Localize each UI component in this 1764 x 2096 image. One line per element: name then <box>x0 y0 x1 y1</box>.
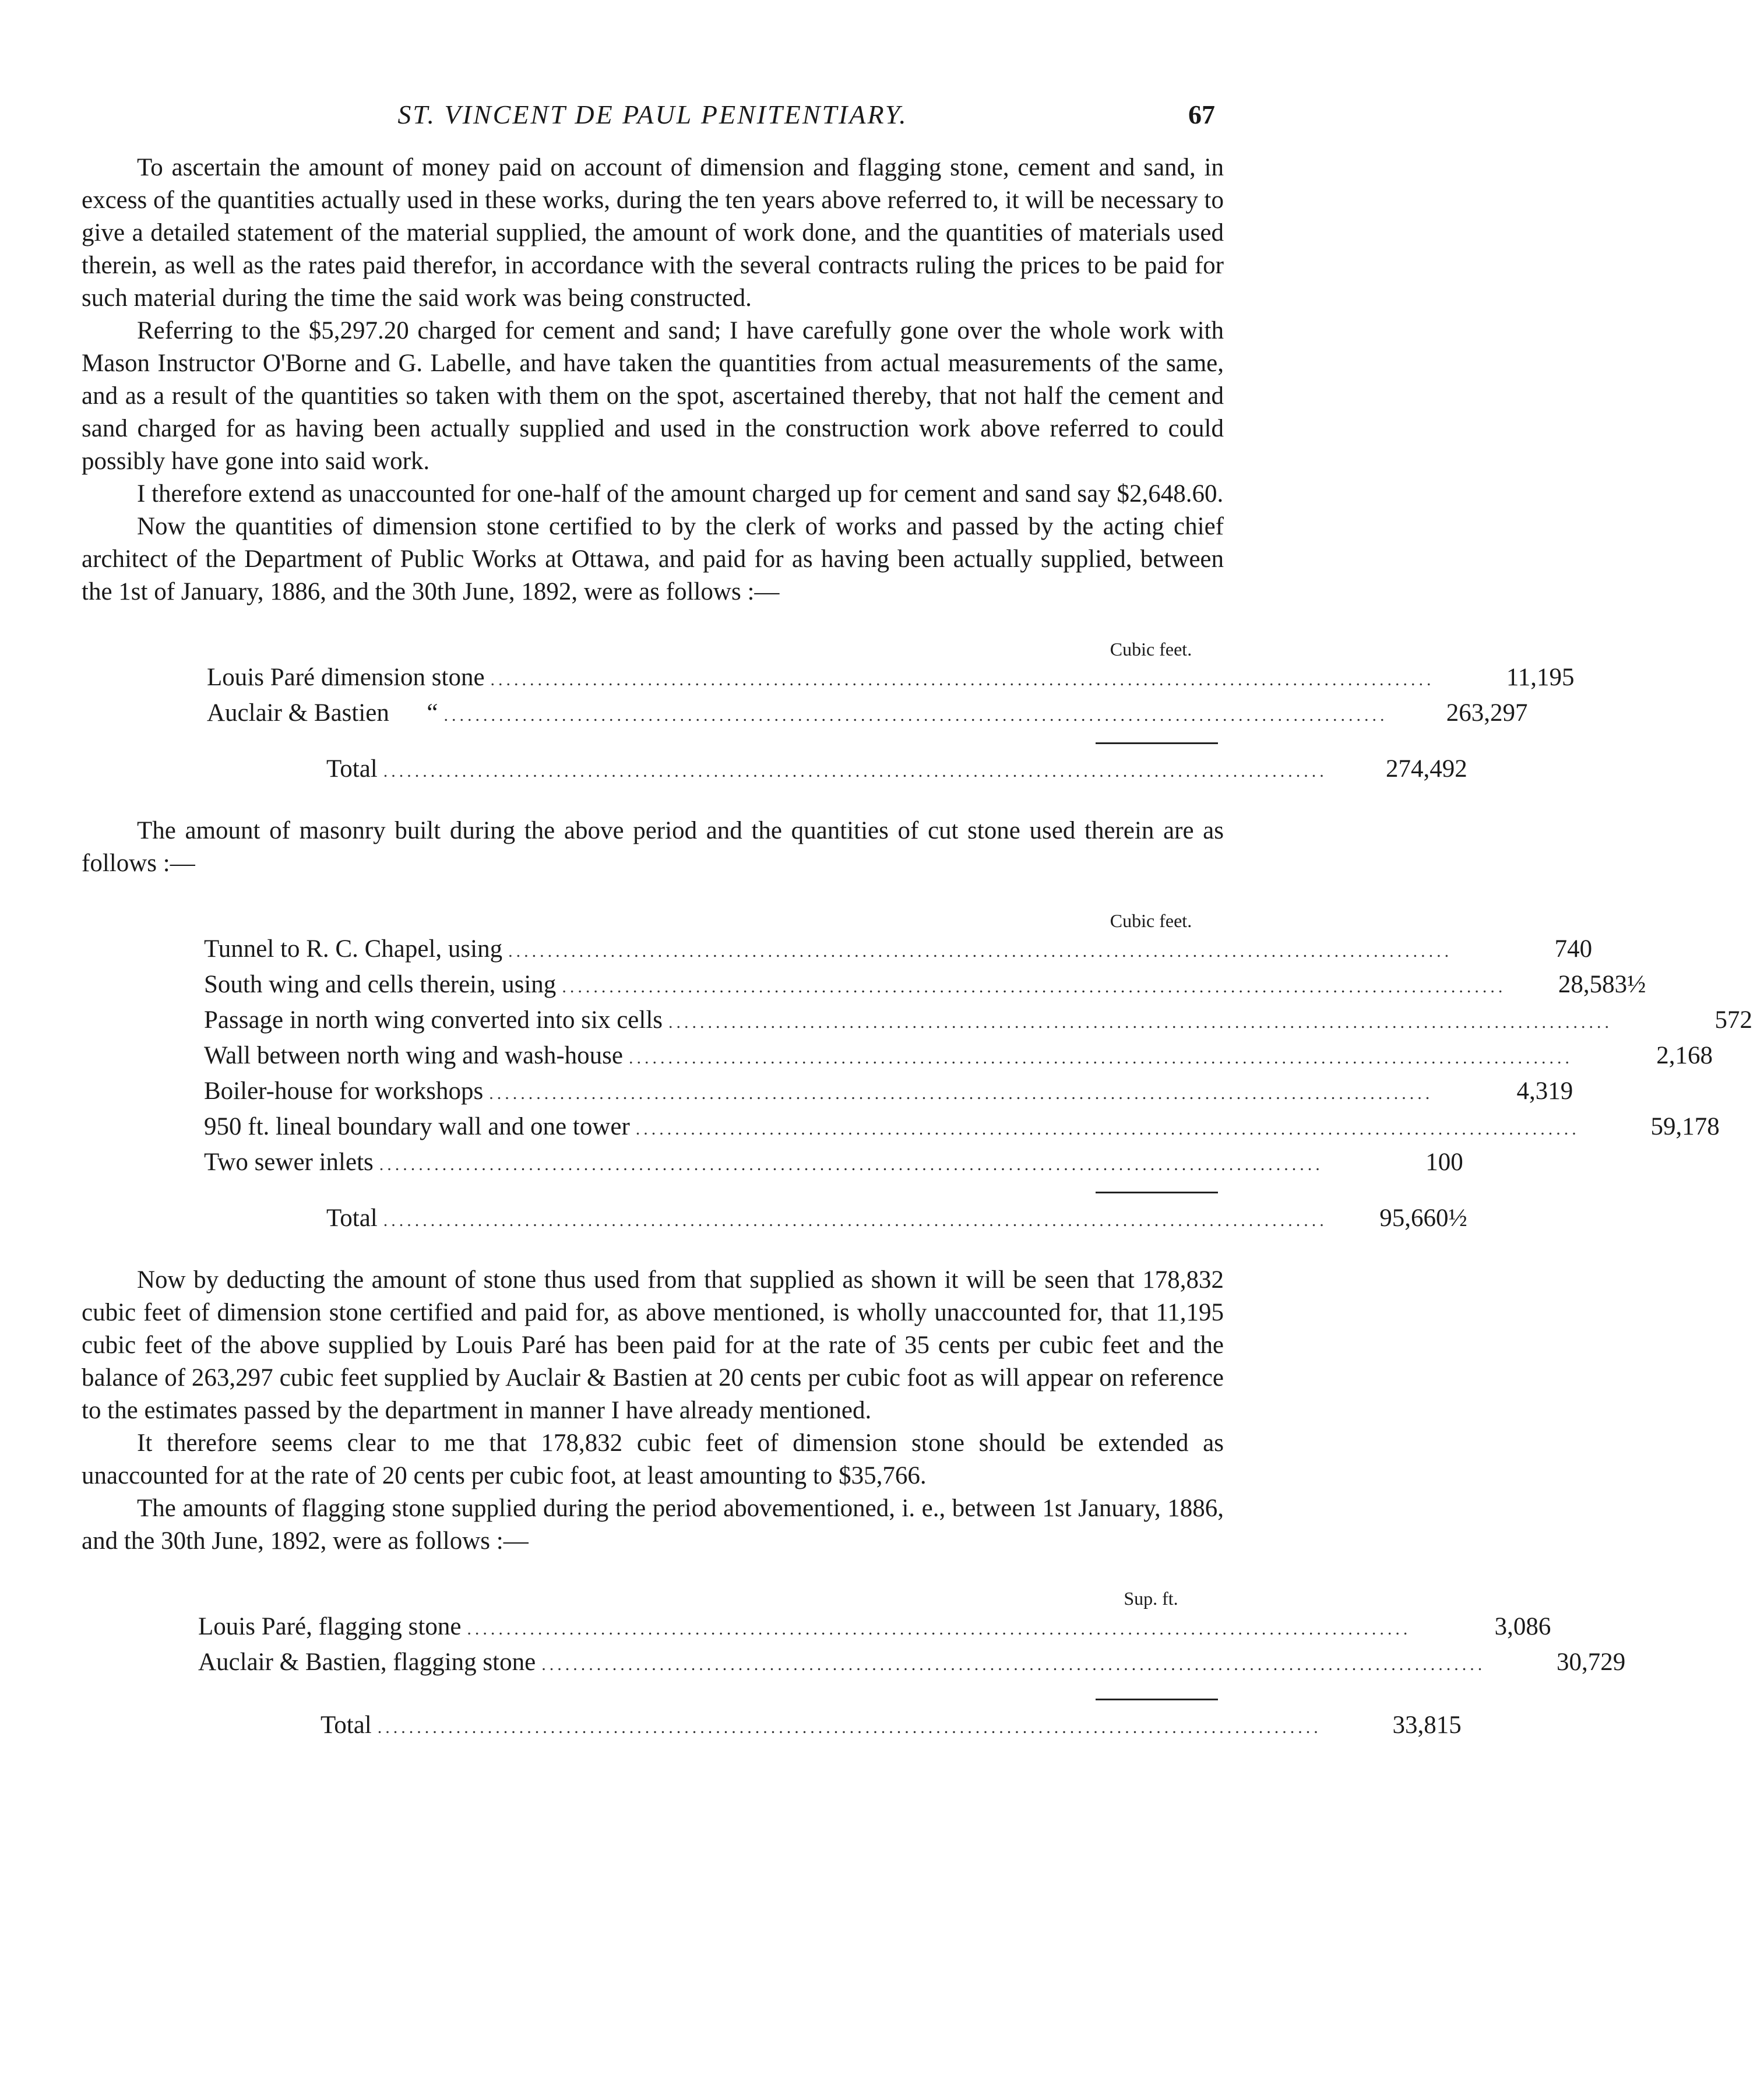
row-label: Louis Paré, flagging stone <box>198 1613 462 1640</box>
dot-leader: ........................................................................................................................ <box>541 1655 1486 1674</box>
row-label: South wing and cells therein, using <box>204 971 557 998</box>
table-row <box>82 1610 1551 1646</box>
row-label: Boiler-house for workshops <box>204 1077 484 1105</box>
paragraph-8: The amounts of flagging stone supplied during the period abovementioned, i. e., between 1st January, 1886, and the 30th June, 1892, were as follows :— <box>82 1495 1224 1555</box>
row-label: Passage in north wing converted into six cells <box>204 1006 663 1034</box>
paragraph-6: Now by deducting the amount of stone thus used from that supplied as shown it will be seen that 178,832 cubic feet of dimension stone certified and paid for, as above mentioned, is wholly unaccounted for, that 11,195 cubic feet of the above supplied by Louis Paré has been paid for at the rate of 35 cents per cubic feet and the balance of 263,297 cubic feet supplied by Auclair & Bastien at 20 cents per cubic foot as will appear on reference to the estimates passed by the department in manner I have already mentioned. <box>82 1266 1224 1424</box>
row-value: 572 <box>1714 1006 1752 1034</box>
dot-leader: ........................................................................................................................ <box>489 1084 1434 1103</box>
total-row <box>82 1202 1467 1237</box>
dot-leader: ........................................................................................................................ <box>508 942 1453 961</box>
total-row <box>82 1708 1462 1744</box>
table-row <box>82 696 1528 732</box>
paragraph-1: To ascertain the amount of money paid on account of dimension and flagging stone, cement and sand, in excess of the quantities actually used in these works, during the ten years above referred to, it will be necessary to give a detailed statement of the material supplied, the amount of work done, and the quantities of materials used therein, as well as the rates paid therefor, in accordance with the several contracts ruling the prices to be paid for such material during the time the said work was being constructed. <box>82 154 1224 312</box>
total-rule <box>1096 1699 1218 1700</box>
row-value: 30,729 <box>1556 1648 1626 1676</box>
table-row <box>82 1075 1573 1110</box>
total-row <box>82 752 1467 788</box>
row-value: 100 <box>1425 1149 1463 1176</box>
total-label: Total <box>326 755 378 783</box>
table-row <box>82 1110 1720 1146</box>
unit-label: Cubic feet. <box>1110 910 1192 931</box>
row-value: 263,297 <box>1446 699 1528 727</box>
dot-leader: ........................................................................................................................ <box>467 1619 1411 1639</box>
total-label: Total <box>326 1204 378 1232</box>
total-label: Total <box>321 1711 372 1739</box>
total-rule <box>1096 1192 1218 1193</box>
row-value: 28,583½ <box>1558 971 1646 998</box>
total-value: 33,815 <box>1392 1711 1462 1739</box>
unit-label: Cubic feet. <box>1110 639 1192 660</box>
running-title: ST. VINCENT DE PAUL PENITENTIARY. <box>397 100 908 129</box>
table-row <box>82 1003 1752 1039</box>
row-label: Louis Paré dimension stone <box>207 664 485 691</box>
row-value: 3,086 <box>1494 1613 1551 1640</box>
paragraph-7: It therefore seems clear to me that 178,832 cubic feet of dimension stone should be extended as unaccounted for at the rate of 20 cents per cubic foot, at least amounting to $35,766. <box>82 1429 1224 1489</box>
total-value: 95,660½ <box>1379 1204 1467 1232</box>
paragraph-2: Referring to the $5,297.20 charged for cement and sand; I have carefully gone over the whole work with Mason Instructor O'Borne and G. Labelle, and have taken the quantities from actual measurements of the same, and as a result of the quantities so taken with them on the spot, ascertained thereby, that not half the cement and sand charged for as having been actually supplied and used in the construction work above referred to could possibly have gone into said work. <box>82 317 1224 475</box>
row-value: 740 <box>1554 935 1593 963</box>
dot-leader: ........................................................................................................................ <box>490 670 1435 689</box>
page-number: 67 <box>1188 100 1215 129</box>
row-label: Auclair & Bastien, flagging stone <box>198 1648 536 1676</box>
dot-leader: ........................................................................................................................ <box>383 1211 1328 1230</box>
document-page <box>82 99 1752 1771</box>
table-row <box>82 932 1593 968</box>
row-label: 950 ft. lineal boundary wall and one tower <box>204 1113 630 1140</box>
paragraph-5: The amount of masonry built during the above period and the quantities of cut stone used therein are as follows :— <box>82 817 1224 877</box>
masonry-table <box>82 902 1752 1237</box>
table-row <box>82 1039 1713 1075</box>
row-value: 11,195 <box>1506 664 1575 691</box>
row-value: 2,168 <box>1656 1042 1713 1069</box>
row-label: Tunnel to R. C. Chapel, using <box>204 935 503 963</box>
row-label: Two sewer inlets <box>204 1149 374 1176</box>
dot-leader: ........................................................................................................................ <box>668 1013 1612 1032</box>
dot-leader: ........................................................................................................................ <box>377 1718 1322 1737</box>
total-rule <box>1096 742 1218 744</box>
paragraph-4: Now the quantities of dimension stone certified to by the clerk of works and passed by the acting chief architect of the Department of Public Works at Ottawa, and paid for as having been actually supplied, between the 1st of January, 1886, and the 30th June, 1892, were as follows :— <box>82 513 1224 605</box>
row-value: 4,319 <box>1516 1077 1573 1105</box>
dimension-stone-table <box>82 630 1575 788</box>
table-row <box>82 968 1646 1003</box>
dot-leader: ........................................................................................................................ <box>443 706 1388 725</box>
table-row <box>82 661 1575 696</box>
table-row <box>82 1146 1463 1181</box>
flagging-stone-table <box>82 1580 1626 1744</box>
table-row <box>82 1646 1626 1681</box>
page-header <box>82 99 1224 152</box>
dot-leader: ........................................................................................................................ <box>379 1155 1323 1174</box>
dot-leader: ........................................................................................................................ <box>635 1119 1580 1139</box>
unit-label: Sup. ft. <box>1124 1588 1178 1609</box>
row-label: Auclair & Bastien “ <box>207 699 438 727</box>
total-value: 274,492 <box>1386 755 1467 783</box>
row-value: 59,178 <box>1650 1113 1720 1140</box>
dot-leader: ........................................................................................................................ <box>629 1048 1573 1068</box>
paragraph-3: I therefore extend as unaccounted for one-half of the amount charged up for cement and sand say $2,648.60. <box>137 480 1224 508</box>
dot-leader: ........................................................................................................................ <box>562 977 1506 996</box>
row-label: Wall between north wing and wash-house <box>204 1042 623 1069</box>
dot-leader: ........................................................................................................................ <box>383 762 1328 781</box>
